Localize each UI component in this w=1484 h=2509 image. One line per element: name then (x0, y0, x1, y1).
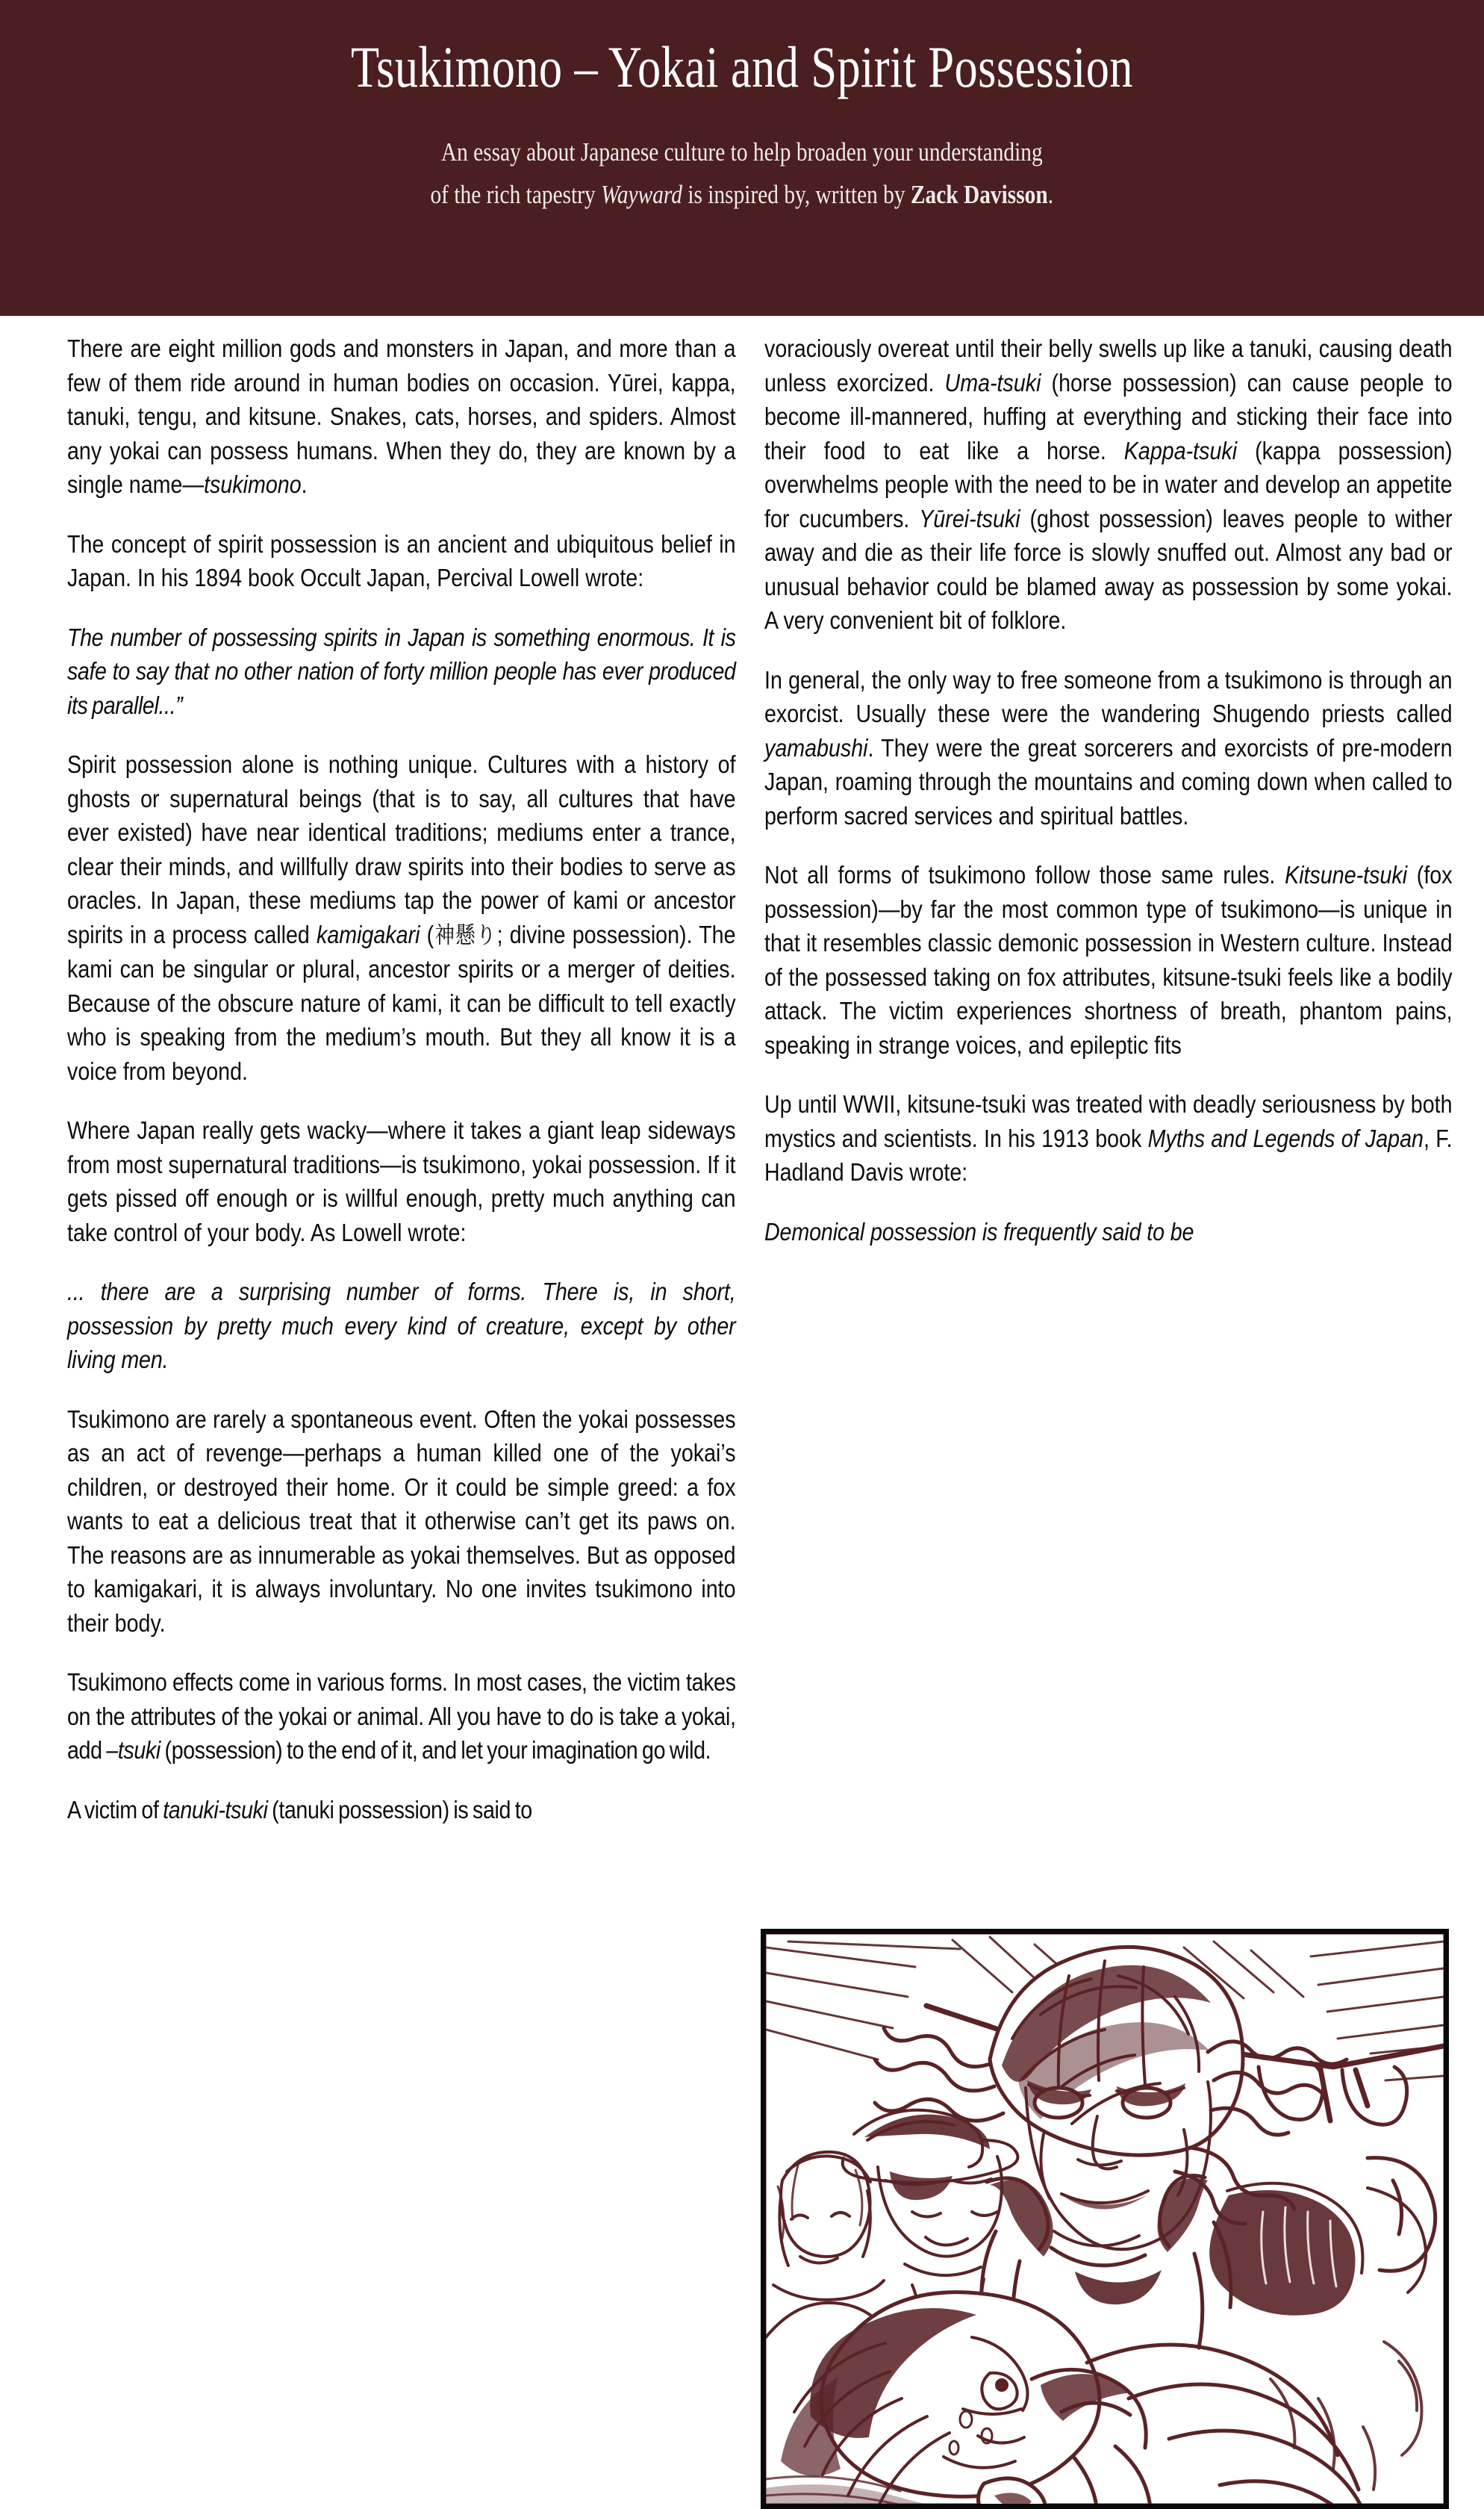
subtitle-prefix: of the rich tapestry (430, 179, 602, 209)
term-uma-tsuki: Uma-tsuki (944, 369, 1041, 397)
blockquote-davis: Demonical possession is frequently said to be (764, 1218, 1194, 1246)
page-subtitle (431, 131, 1054, 216)
para-text-tail: (tanuki possession) is said to (267, 1796, 532, 1824)
subtitle-suffix: . (1047, 179, 1054, 209)
term-tsukimono: tsukimono (204, 471, 302, 499)
paragraph-intro (67, 332, 736, 503)
paragraph-mediums (67, 748, 736, 1089)
blockquote-lowell-2: ... there are a surprising number of forms. There is, in short, possession by pretty much every kind of creature, except by other living men. (67, 1278, 736, 1374)
japanese-kamigakari: 神懸り (434, 921, 497, 949)
page-title: Tsukimono – Yokai and Spirit Possession (351, 34, 1133, 99)
para-text: Up until WWII, kitsune-tsuki was treated with deadly seriousness by both mystics and scientists. In his 1913 book (764, 1091, 1453, 1153)
subtitle-line-2 (431, 174, 1054, 217)
paragraph-exorcists (764, 664, 1453, 834)
para-text-tail: (fox possession)—by far the most common type of tsukimono—is unique in that it resembles classic demonic possession in Western culture. Instead of the possessed taking on fox attributes, kitsune-tsuki feels like a bodily attack. The victim experiences shortness of breath, phantom pains, speaking in strange voices, and epileptic fits (764, 862, 1453, 1060)
term-yurei-tsuki: Yūrei-tsuki (919, 505, 1020, 533)
para-text-3: (kappa possession) overwhelms people with the need to be in water and develop an appetite for cucumbers. (764, 437, 1453, 533)
para-text: In general, the only way to free someone from a tsukimono is through an exorcist. Usually these were the wandering Shugendo priests called (764, 666, 1453, 728)
paragraph-tanuki-tsuki (67, 1794, 736, 1828)
para-text: Tsukimono effects come in various forms. In most cases, the victim takes on the attributes of the yokai or animal. All you have to do is take a yokai, add (67, 1669, 736, 1765)
term-tanuki-tsuki: tanuki-tsuki (163, 1796, 268, 1824)
term-tsuki-suffix: –tsuki (106, 1737, 160, 1765)
two-column-layout (0, 332, 1484, 1827)
term-kamigakari: kamigakari (317, 921, 420, 949)
para-text: voraciously overeat until their belly swells up like a tanuki, causing death unless exorcized. (764, 335, 1453, 397)
paragraph-kitsune-tsuki (764, 859, 1453, 1063)
para-text-2: (horse possession) can cause people to become ill-mannered, huffing at everything and sticking their face into their food to eat like a horse. (764, 369, 1453, 465)
term-yamabushi: yamabushi (764, 734, 868, 762)
para-text: There are eight million gods and monsters in Japan, and more than a few of them ride around in human bodies on occasion. Yūrei, kappa, tanuki, tengu, and kitsune. Snakes, cats, horses, and spiders. Almost any yokai can possess humans. When they do, they are known by a single name— (67, 335, 736, 499)
para-paren-open: ( (420, 921, 434, 949)
para-text-tail: ; divine possession). The kami can be singular or plural, ancestor spirits or a merger of deities. Because of the obscure nature of kami, it can be difficult to tell exactly who is speaking from the medium’s mouth. But they all know it is a voice from beyond. (67, 921, 736, 1086)
column-left (67, 332, 736, 1827)
illustration-panel (761, 1929, 1449, 2509)
para-text-tail: , F. Hadland Davis wrote: (764, 1125, 1453, 1187)
article-body (0, 316, 1484, 2282)
comic-panel-artwork (766, 1934, 1444, 2504)
subtitle-middle: is inspired by, written by (682, 179, 911, 209)
para-text-tail: (possession) to the end of it, and let your imagination go wild. (160, 1737, 711, 1765)
paragraph-wwii-davis (764, 1088, 1453, 1190)
paragraph-lowell-intro: The concept of spirit possession is an ancient and ubiquitous belief in Japan. In his 1894 book Occult Japan, Percival Lowell wrote: (67, 530, 736, 592)
para-text: A victim of (67, 1796, 163, 1824)
paragraph-effects (67, 1666, 736, 1768)
para-text: Not all forms of tsukimono follow those same rules. (764, 862, 1285, 889)
paragraph-wacky: Where Japan really gets wacky—where it takes a giant leap sideways from most supernatural traditions—is tsukimono, yokai possession. If it gets pissed off enough or is willful enough, pretty much anything can take control of your body. As Lowell wrote: (67, 1117, 736, 1247)
subtitle-line-1: An essay about Japanese culture to help broaden your understanding (441, 137, 1043, 167)
term-kappa-tsuki: Kappa-tsuki (1123, 437, 1238, 465)
para-text-4: (ghost possession) leaves people to wither away and die as their life force is slowly snuffed out. Almost any bad or unusual behavior could be blamed away as possession by some yokai. A very convenient bit of folklore. (764, 505, 1453, 635)
blockquote-lowell-1: The number of possessing spirits in Japan is something enormous. It is safe to say that no other nation of forty million people has ever produced its parallel...” (67, 624, 736, 720)
para-text-end: . (301, 471, 308, 499)
paragraph-possession-types (764, 332, 1453, 638)
term-kitsune-tsuki: Kitsune-tsuki (1285, 862, 1408, 889)
para-text: Spirit possession alone is nothing unique. Cultures with a history of ghosts or supernatural beings (that is to say, all cultures that have ever existed) have near identical traditions; mediums enter a trance, clear their minds, and willfully draw spirits into their bodies to serve as oracles. In Japan, these mediums tap the power of kami or ancestor spirits in a process called (67, 751, 736, 949)
para-text-tail: . They were the great sorcerers and exorcists of pre-modern Japan, roaming through the mountains and coming down when called to perform sacred services and spiritual battles. (764, 734, 1453, 830)
book-myths-and-legends: Myths and Legends of Japan (1147, 1125, 1424, 1153)
subtitle-series-title: Wayward (601, 179, 683, 209)
column-right (764, 332, 1453, 1249)
subtitle-author: Zack Davisson (911, 179, 1048, 209)
paragraph-revenge: Tsukimono are rarely a spontaneous event. Often the yokai possesses as an act of revenge—perhaps a human killed one of the yokai’s children, or destroyed their home. Or it could be simple greed: a fox wants to eat a delicious treat that it otherwise can’t get its paws on. The reasons are as innumerable as yokai themselves. But as opposed to kamigakari, it is always involuntary. No one invites tsukimono into their body. (67, 1405, 736, 1638)
masthead-banner (0, 0, 1484, 316)
